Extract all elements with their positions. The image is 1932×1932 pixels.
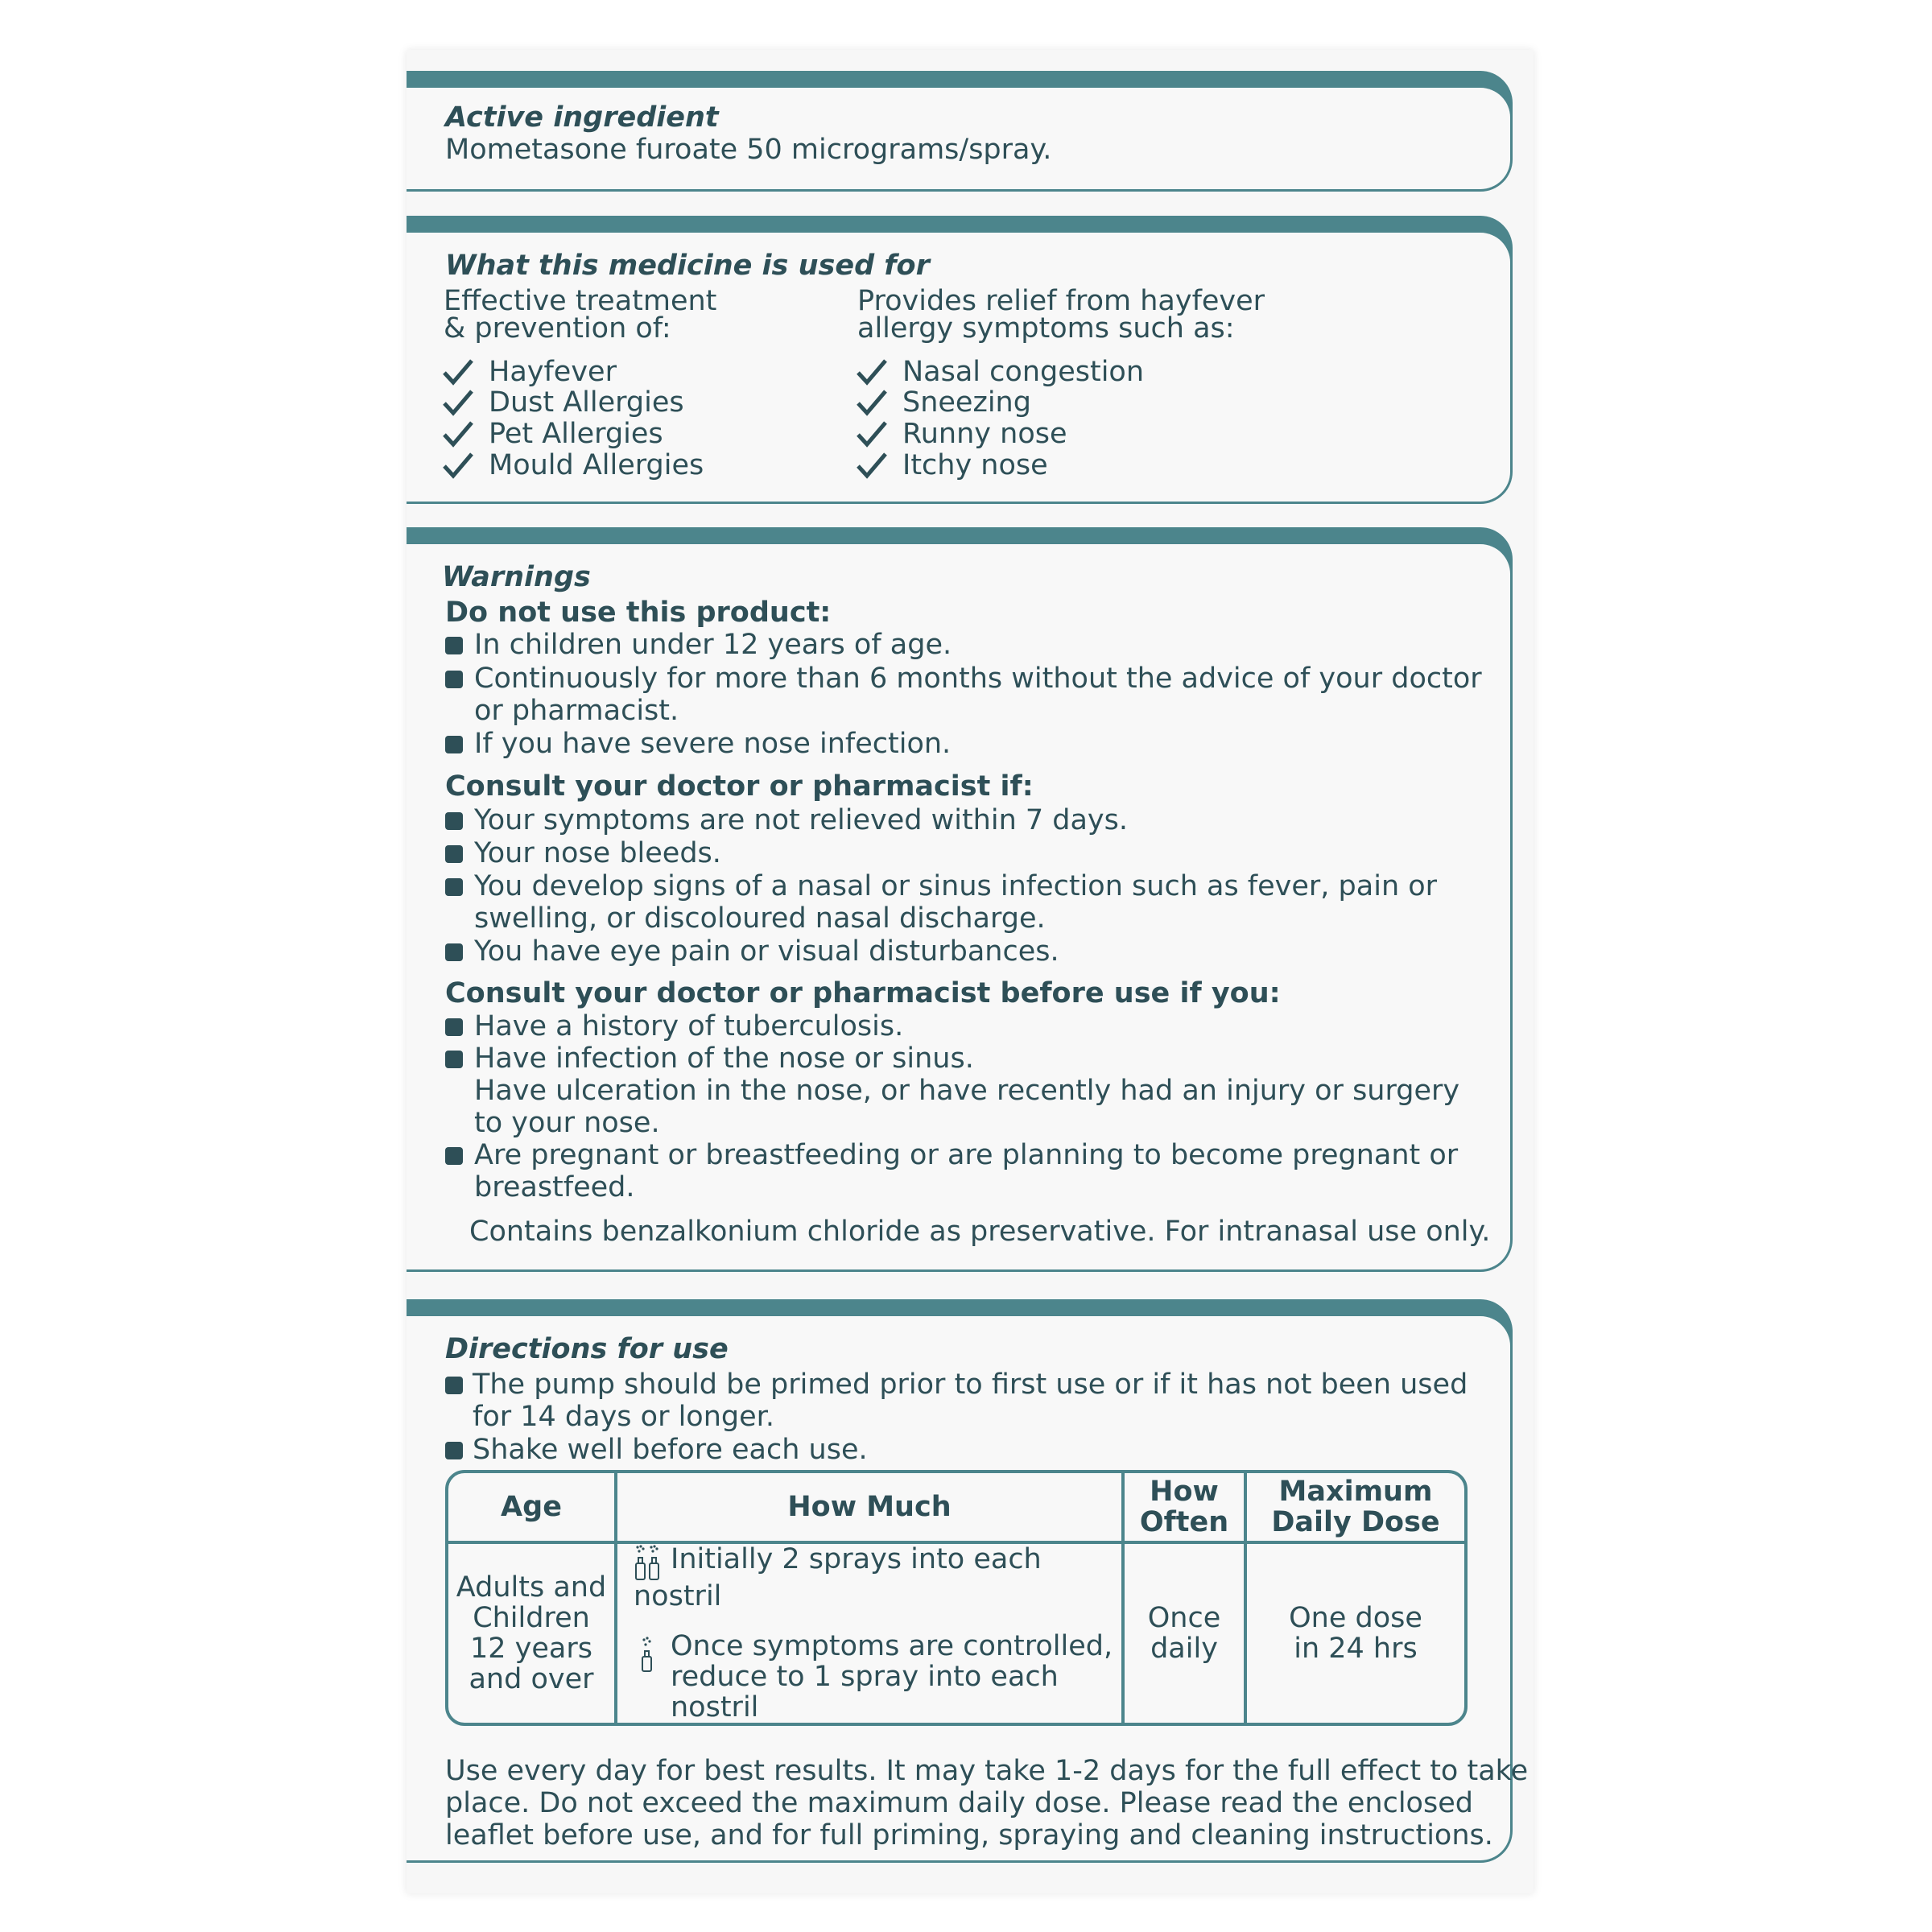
consult-before-heading: Consult your doctor or pharmacist before use if you:: [445, 977, 1281, 1009]
bullet-icon: [445, 943, 463, 961]
warning-item: Have ulceration in the nose, or have recently had an injury or surgery: [474, 1075, 1460, 1107]
warnings-footer: Contains benzalkonium chloride as preservative. For intranasal use only.: [469, 1216, 1491, 1248]
warning-item-cont: swelling, or discoloured nasal discharge.: [474, 902, 1046, 935]
dose-instruction-initial: Initially 2 sprays into each nostril: [634, 1543, 1042, 1612]
uses-right-item: Itchy nose: [902, 449, 1048, 481]
warning-item: Have a history of tuberculosis.: [474, 1010, 904, 1042]
warning-item: Are pregnant or breastfeeding or are planning to become pregnant or: [474, 1139, 1459, 1171]
table-header-row: [448, 1473, 1464, 1544]
uses-section: [407, 216, 1513, 504]
warning-item: Your symptoms are not relieved within 7 days.: [474, 804, 1129, 836]
direction-item-cont: for 14 days or longer.: [473, 1401, 774, 1433]
warnings-title: Warnings: [442, 561, 591, 593]
directions-footer-line: Use every day for best results. It may take 1-2 days for the full effect to take: [445, 1755, 1529, 1787]
warning-item: Have infection of the nose or sinus.: [474, 1042, 974, 1075]
uses-right-item: Nasal congestion: [902, 356, 1145, 388]
checkmark-icon: [442, 418, 474, 450]
dosage-table: [445, 1470, 1468, 1726]
bullet-icon: [445, 878, 463, 896]
uses-left-item: Dust Allergies: [489, 386, 684, 419]
uses-right-heading-2: allergy symptoms such as:: [857, 312, 1235, 345]
header-age: Age: [448, 1473, 614, 1544]
bullet-icon: [445, 671, 463, 688]
checkmark-icon: [856, 449, 888, 481]
warning-item-cont: or pharmacist.: [474, 695, 679, 727]
directions-footer-line: leaflet before use, and for full priming, spraying and cleaning instructions.: [445, 1819, 1493, 1852]
uses-left-heading-1: Effective treatment: [444, 285, 717, 317]
cell-age: Adults and Children 12 years and over: [456, 1571, 607, 1695]
active-ingredient-text: Mometasone furoate 50 micrograms/spray.: [445, 134, 1052, 166]
uses-right-item: Runny nose: [902, 418, 1067, 450]
uses-right-heading-1: Provides relief from hayfever: [857, 285, 1265, 317]
cell-max-daily-dose: One dose in 24 hrs: [1244, 1544, 1464, 1723]
checkmark-icon: [442, 356, 474, 388]
warning-item: You have eye pain or visual disturbances.: [474, 935, 1059, 968]
checkmark-icon: [442, 386, 474, 419]
warning-item: If you have severe nose infection.: [474, 728, 952, 760]
directions-footer-line: place. Do not exceed the maximum daily dose. Please read the enclosed: [445, 1787, 1473, 1819]
bullet-icon: [445, 736, 463, 753]
warning-item: Your nose bleeds.: [474, 837, 721, 869]
warning-item: You develop signs of a nasal or sinus infection such as fever, pain or: [474, 870, 1438, 902]
bullet-icon: [445, 1018, 463, 1036]
uses-right-item: Sneezing: [902, 386, 1031, 419]
bullet-icon: [445, 845, 463, 863]
directions-title: Directions for use: [445, 1333, 729, 1365]
directions-section: [407, 1299, 1529, 1863]
uses-left-item: Pet Allergies: [489, 418, 663, 450]
direction-item: Shake well before each use.: [473, 1434, 868, 1466]
uses-title: What this medicine is used for: [445, 250, 930, 282]
bullet-icon: [445, 637, 463, 654]
dose-instruction-maintenance: Once symptoms are controlled, reduce to 1 spray into each nostril: [634, 1631, 1121, 1723]
checkmark-icon: [856, 418, 888, 450]
bullet-icon: [445, 1377, 463, 1394]
uses-left-heading-2: & prevention of:: [444, 312, 671, 345]
warning-item: Continuously for more than 6 months without the advice of your doctor: [474, 663, 1482, 695]
header-max-daily-dose: Maximum Daily Dose: [1244, 1473, 1464, 1544]
warning-item: In children under 12 years of age.: [474, 629, 952, 661]
consult-if-heading: Consult your doctor or pharmacist if:: [445, 770, 1034, 803]
checkmark-icon: [442, 449, 474, 481]
table-row: [448, 1544, 1464, 1723]
cell-how-much: [614, 1544, 1121, 1723]
uses-left-item: Mould Allergies: [489, 449, 704, 481]
header-how-often: How Often: [1121, 1473, 1244, 1544]
do-not-use-heading: Do not use this product:: [445, 597, 832, 629]
one-spray-icon: [634, 1636, 661, 1673]
two-sprays-icon: [634, 1544, 661, 1581]
checkmark-icon: [856, 386, 888, 419]
bullet-icon: [445, 1147, 463, 1165]
bullet-icon: [445, 812, 463, 830]
bullet-icon: [445, 1442, 463, 1459]
header-how-much: How Much: [614, 1473, 1121, 1544]
checkmark-icon: [856, 356, 888, 388]
bullet-icon: [445, 1051, 463, 1068]
warning-item-cont: breastfeed.: [474, 1171, 635, 1203]
warnings-section: [407, 527, 1513, 1272]
warning-item-cont: to your nose.: [474, 1107, 660, 1139]
uses-left-item: Hayfever: [489, 356, 617, 388]
cell-how-often: Once daily: [1121, 1544, 1244, 1723]
active-ingredient-title: Active ingredient: [445, 101, 719, 134]
direction-item: The pump should be primed prior to first use or if it has not been used: [473, 1368, 1468, 1401]
active-ingredient-section: [407, 71, 1513, 192]
